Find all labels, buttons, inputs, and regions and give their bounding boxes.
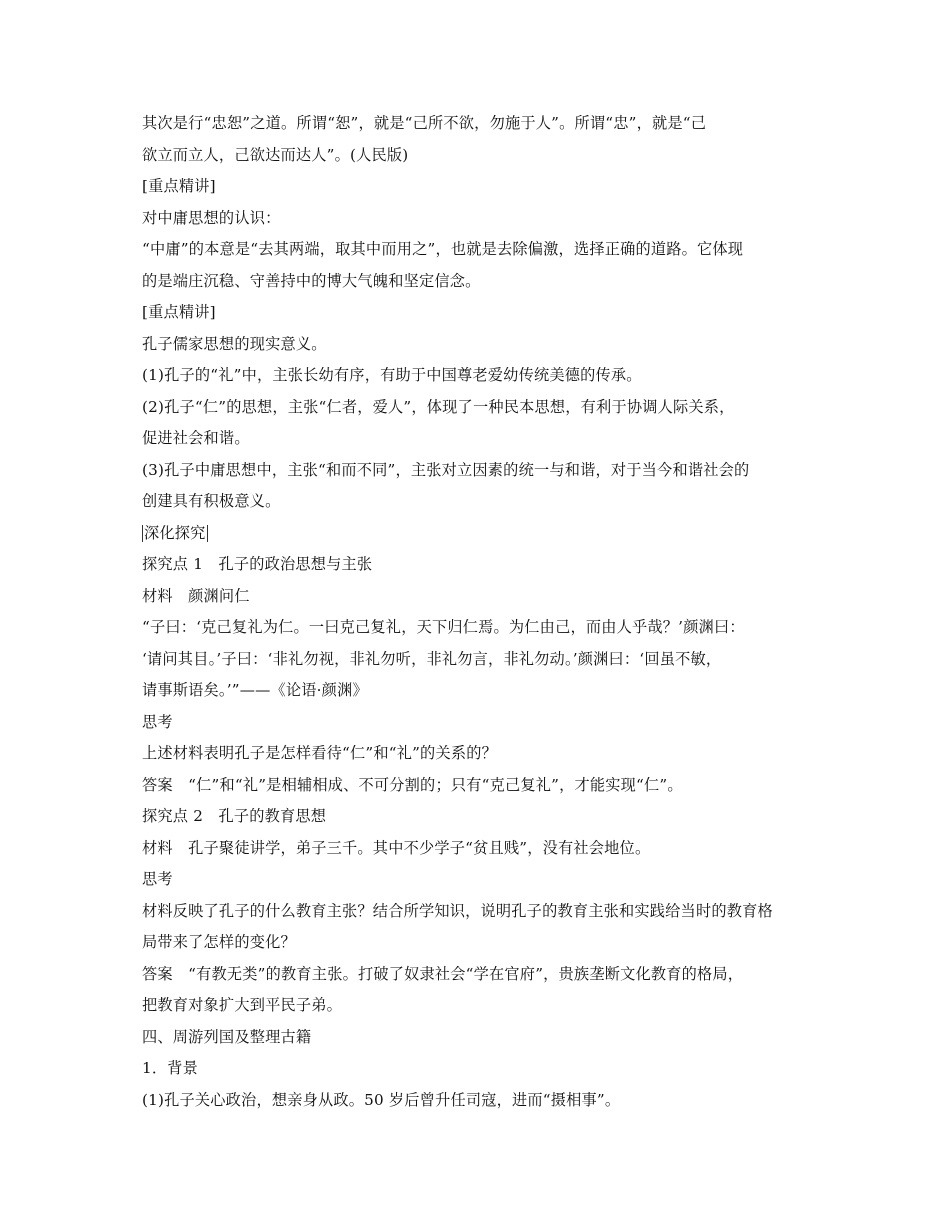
text-line: (1)孔子关心政治，想亲身从政。50 岁后曾升任司寇，进而“摄相事”。 bbox=[142, 1090, 621, 1109]
text-line: 其次是行“忠恕”之道。所谓“恕”，就是“己所不欲，勿施于人”。所谓“忠”，就是“己 bbox=[142, 114, 707, 132]
text-line: 思考 bbox=[142, 870, 173, 888]
text-line: 材料 孔子聚徒讲学，弟子三千。其中不少学子“贫且贱”，没有社会地位。 bbox=[142, 838, 651, 857]
text-line: 四、周游列国及整理古籍 bbox=[142, 1027, 312, 1046]
text-line: (2)孔子“仁”的思想，主张“仁者，爱人”，体现了一种民本思想，有利于协调人际关系， bbox=[142, 397, 735, 416]
text-line: 1．背景 bbox=[142, 1059, 199, 1077]
text-line: 探究点 2 孔子的教育思想 bbox=[142, 807, 327, 825]
text-line: ‘请问其目。’子曰：‘非礼勿视，非礼勿听，非礼勿言，非礼勿动。’颜渊曰：‘回虽不敏， bbox=[142, 649, 722, 668]
deep-explore-label: 深化探究 bbox=[144, 523, 206, 542]
text-line: 孔子儒家思想的现实意义。 bbox=[142, 334, 327, 353]
text-line: 答案 “仁”和“礼”是相辅相成、不可分割的；只有“克己复礼”，才能实现“仁”。 bbox=[142, 775, 683, 794]
deep-explore-heading bbox=[142, 518, 822, 550]
text-line: (3)孔子中庸思想中，主张“和而不同”，主张对立因素的统一与和谐，对于当今和谐社会的 bbox=[142, 460, 750, 479]
text-line: (1)孔子的“礼”中，主张长幼有序，有助于中国尊老爱幼传统美德的传承。 bbox=[142, 366, 642, 384]
text-line: 上述材料表明孔子是怎样看待“仁”和“礼”的关系的？ bbox=[142, 744, 497, 762]
text-line: 请事斯语矣。’”——《论语·颜渊》 bbox=[142, 681, 368, 699]
text-line: “中庸”的本意是“去其两端，取其中而用之”，也就是去除偏激，选择正确的道路。它体现 bbox=[142, 240, 744, 258]
text-line: 思考 bbox=[142, 712, 173, 731]
text-line: 欲立而立人，己欲达而达人”。(人民版) bbox=[142, 145, 409, 164]
text-line: 对中庸思想的认识： bbox=[142, 208, 281, 227]
text-line: 答案 “有教无类”的教育主张。打破了奴隶社会“学在官府”，贵族垄断文化教育的格局， bbox=[142, 964, 744, 983]
text-line: 探究点 1 孔子的政治思想与主张 bbox=[142, 555, 373, 573]
section-label: [重点精讲] bbox=[142, 303, 216, 321]
text-line: 促进社会和谐。 bbox=[142, 429, 250, 447]
text-line: 的是端庄沉稳、守善持中的博大气魄和坚定信念。 bbox=[142, 271, 481, 290]
text-line: 材料反映了孔子的什么教育主张？结合所学知识，说明孔子的教育主张和实践给当时的教育格 bbox=[142, 901, 773, 920]
text-line: 创建具有积极意义。 bbox=[142, 492, 281, 510]
text-line: 材料 颜渊问仁 bbox=[142, 586, 250, 605]
text-line: 局带来了怎样的变化？ bbox=[142, 933, 296, 951]
text-line: 把教育对象扩大到平民子弟。 bbox=[142, 996, 343, 1014]
document-body bbox=[142, 108, 822, 1116]
section-label: [重点精讲] bbox=[142, 177, 216, 195]
text-line: “子曰：‘克己复礼为仁。一曰克己复礼，天下归仁焉。为仁由己，而由人乎哉？’颜渊曰： bbox=[142, 618, 745, 636]
